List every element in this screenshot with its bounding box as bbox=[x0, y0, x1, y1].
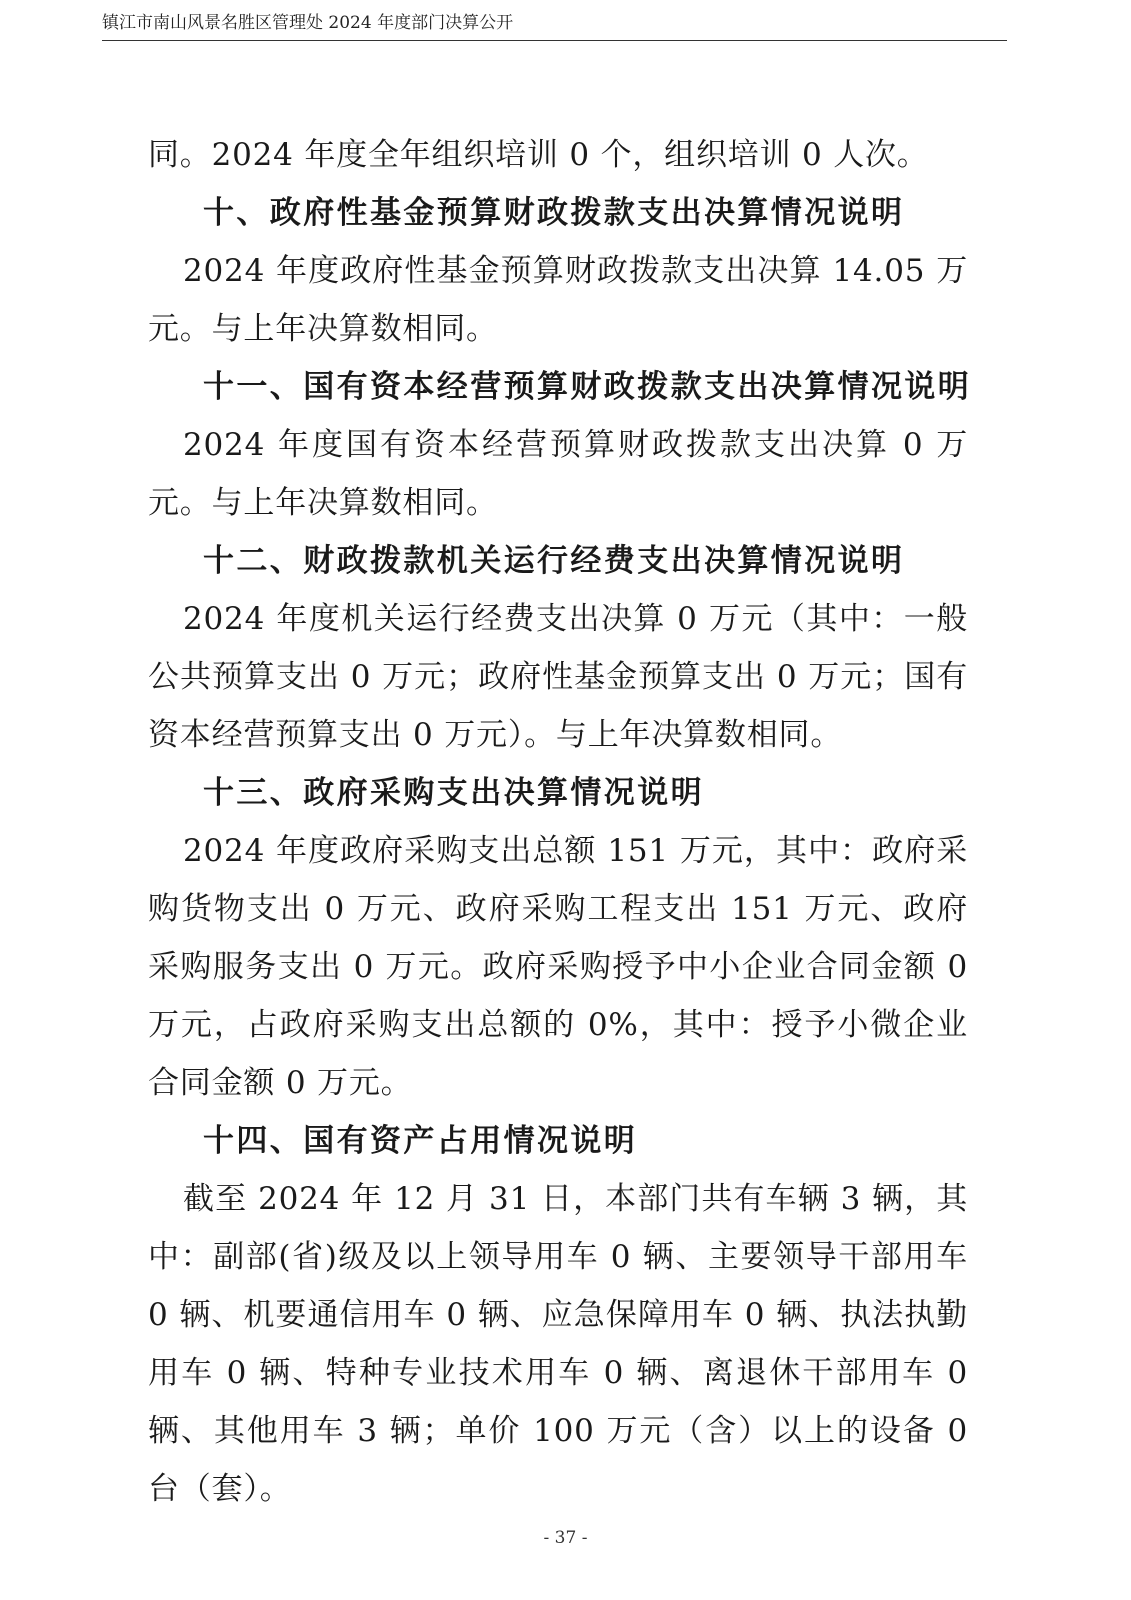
paragraph-continuation: 同。2024 年度全年组织培训 0 个，组织培训 0 人次。 bbox=[148, 137, 929, 173]
paragraph-state-assets: 截至 2024 年 12 月 31 日，本部门共有车辆 3 辆，其中：副部(省)级及以上领导用车 0 辆、主要领导干部用车 0 辆、机要通信用车 0 辆、应急保障用车 0 辆、执法执勤用车 0 辆、特种专业技术用车 0 辆、离退休干部用车 0 辆、其他用车 3 辆；单价 100 万元（含）以上的设备 0 台（套）。 bbox=[148, 1181, 968, 1507]
paragraph-state-capital-expenditure: 2024 年度国有资本经营预算财政拨款支出决算 0 万元。与上年决算数相同。 bbox=[148, 427, 968, 521]
document-body bbox=[148, 126, 972, 1518]
section-heading-14: 十四、国有资产占用情况说明 bbox=[203, 1123, 638, 1159]
section-heading-13: 十三、政府采购支出决算情况说明 bbox=[203, 775, 704, 811]
running-header: 镇江市南山风景名胜区管理处 2024 年度部门决算公开 bbox=[102, 11, 1007, 41]
section-heading-12: 十二、财政拨款机关运行经费支出决算情况说明 bbox=[203, 543, 905, 579]
page-number: - 37 - bbox=[543, 1528, 588, 1548]
paragraph-gov-fund-expenditure: 2024 年度政府性基金预算财政拨款支出决算 14.05 万元。与上年决算数相同。 bbox=[148, 253, 968, 347]
paragraph-operating-expenses: 2024 年度机关运行经费支出决算 0 万元（其中：一般公共预算支出 0 万元；政府性基金预算支出 0 万元；国有资本经营预算支出 0 万元）。与上年决算数相同。 bbox=[148, 601, 968, 753]
section-heading-10: 十、政府性基金预算财政拨款支出决算情况说明 bbox=[203, 195, 905, 231]
paragraph-procurement: 2024 年度政府采购支出总额 151 万元，其中：政府采购货物支出 0 万元、政府采购工程支出 151 万元、政府采购服务支出 0 万元。政府采购授予中小企业合同金额 0 万元，占政府采购支出总额的 0%，其中：授予小微企业合同金额 0 万元。 bbox=[148, 833, 968, 1101]
section-heading-11: 十一、国有资本经营预算财政拨款支出决算情况说明 bbox=[203, 369, 972, 405]
